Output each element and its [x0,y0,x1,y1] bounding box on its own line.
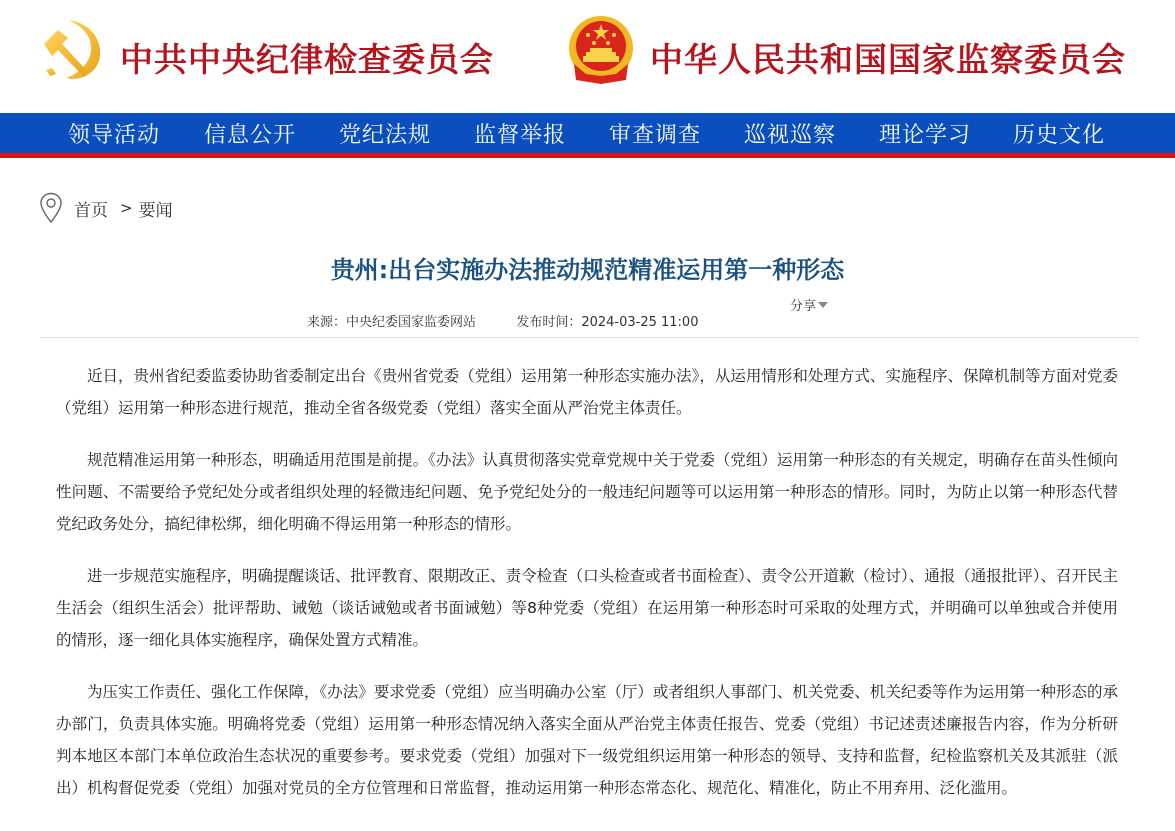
nav-item-leadership[interactable]: 领导活动 [68,123,161,148]
nav-item-regulations[interactable]: 党纪法规 [339,123,432,148]
site-header [0,0,1175,113]
article-paragraph: 进一步规范实施程序，明确提醒谈话、批评教育、限期改正、责令检查（口头检查或者书面检查）、责令公开道歉（检讨）、通报（通报批评）、召开民主生活会（组织生活会）批评帮助、诫勉（谈话诫勉或者书面诫勉）等8种党委（党组）在运用第一种形态时可采取的处理方式，并明确可以单独或合并使用的情形，逐一细化具体实施程序，确保处置方式精准。 [56,567,1118,649]
article-paragraph: 近日，贵州省纪委监委协助省委制定出台《贵州省党委（党组）运用第一种形态实施办法》，从运用情形和处理方式、实施程序、保障机制等方面对党委（党组）运用第一种形态进行规范，推动全省各级党委（党组）落实全面从严治党主体责任。 [56,367,1118,417]
meta-divider [40,337,1139,338]
breadcrumb [38,193,173,223]
nav-item-inspection[interactable]: 巡视巡察 [744,123,837,148]
party-emblem-icon[interactable] [38,14,108,84]
nav-item-theory[interactable]: 理论学习 [879,123,972,148]
publish-time-label: 发布时间： [516,315,582,330]
share-label: 分享 [790,299,817,314]
main-nav [0,113,1175,153]
breadcrumb-separator: > [120,199,133,217]
national-emblem-icon[interactable] [566,14,636,88]
article-meta [307,311,698,330]
nav-red-stripe [0,153,1175,158]
nav-item-info-disclosure[interactable]: 信息公开 [204,123,297,148]
breadcrumb-current[interactable]: 要闻 [138,200,173,221]
source-value: 中央纪委国家监委网站 [346,315,477,330]
cpc-ccdi-title[interactable]: 中共中央纪律检查委员会 [120,40,494,79]
nav-item-history[interactable]: 历史文化 [1013,123,1106,148]
nav-item-report[interactable]: 监督举报 [474,123,567,148]
article-paragraph: 为压实工作责任、强化工作保障，《办法》要求党委（党组）应当明确办公室（厅）或者组织人事部门、机关党委、机关纪委等作为运用第一种形态的承办部门，负责具体实施。明确将党委（党组）运用第一种形态情况纳入落实全面从严治党主体责任报告、党委（党组）书记述责述廉报告内容，作为分析研判本地区本部门本单位政治生态状况的重要参考。要求党委（党组）加强对下一级党组织运用第一种形态的领导、支持和监督，纪检监察机关及其派驻（派出）机构督促党委（党组）加强对党员的全方位管理和日常监督，推动运用第一种形态常态化、规范化、精准化，防止不用弃用、泛化滥用。 [56,683,1118,797]
article-body [56,360,1118,824]
article-title: 贵州:出台实施办法推动规范精准运用第一种形态 [330,256,845,284]
nav-item-investigation[interactable]: 审查调查 [609,123,702,148]
breadcrumb-home[interactable]: 首页 [74,200,108,221]
chevron-down-icon [818,302,828,308]
location-pin-icon [38,192,64,224]
publish-time-value: 2024-03-25 11:00 [581,315,699,330]
article-paragraph: 规范精准运用第一种形态，明确适用范围是前提。《办法》认真贯彻落实党章党规中关于党委（党组）运用第一种形态的有关规定，明确存在苗头性倾向性问题、不需要给予党纪处分或者组织处理的轻微违纪问题、免予党纪处分的一般违纪问题等可以运用第一种形态的情形。同时，为防止以第一种形态代替党纪政务处分，搞纪律松绑，细化明确不得运用第一种形态的情形。 [56,451,1118,533]
source-label: 来源： [307,315,347,330]
share-button[interactable] [790,295,828,314]
nsc-title[interactable]: 中华人民共和国国家监察委员会 [650,40,1126,79]
